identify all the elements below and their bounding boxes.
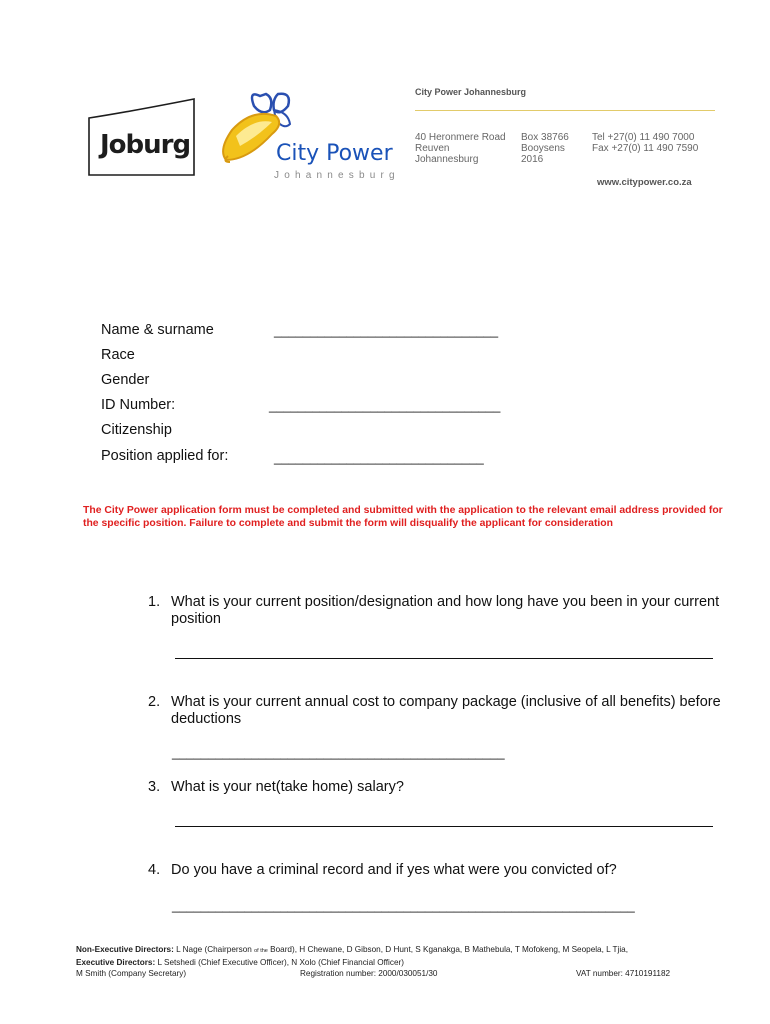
question-number: 1. (148, 594, 161, 610)
footer-registration: Registration number: 2000/030051/30 (300, 969, 438, 978)
address-line: 40 Heronmere Road (415, 132, 506, 143)
question-text: Do you have a criminal record and if yes what were you convicted of? (171, 862, 617, 878)
question-4 (148, 862, 728, 880)
footer (76, 944, 716, 979)
field-label-id-number: ID Number: (101, 397, 176, 413)
header-divider (415, 110, 715, 111)
question-1 (148, 594, 728, 630)
city-power-logo-text: City Power (276, 141, 393, 166)
submission-notice: The City Power application form must be completed and submitted with the application to the relevant email address provided for the specific position. Failure to complete and submit the form will disqualify the applicant for consideration (83, 505, 723, 529)
id-number-input-line[interactable]: ________________________________ (269, 398, 501, 413)
footer-secretary: M Smith (Company Secretary) (76, 969, 187, 978)
position-input-line[interactable]: _____________________________ (274, 450, 484, 465)
field-label-race: Race (101, 347, 135, 363)
field-label-position: Position applied for: (101, 448, 229, 464)
postal-line: 2016 (521, 154, 544, 165)
question-number: 3. (148, 779, 161, 795)
question-text: What is your current position/designation and how long have you been in your current position (171, 594, 720, 627)
footer-exec-names: L Setshedi (Chief Executive Officer), N Xolo (Chief Financial Officer) (157, 958, 404, 967)
answer-line-2[interactable]: ______________________________________________ (172, 745, 505, 760)
footer-nonexec-a: L Nage (Chairperson (176, 945, 252, 954)
joburg-logo: Joburg (100, 130, 191, 160)
field-label-name: Name & surname (101, 322, 214, 338)
field-label-citizenship: Citizenship (101, 422, 172, 438)
answer-line-4[interactable]: ________________________________________________________________ (172, 898, 635, 913)
footer-registration-line (76, 968, 716, 979)
field-label-gender: Gender (101, 372, 150, 388)
footer-nonexec-label: Non-Executive Directors: (76, 945, 174, 954)
question-text: What is your net(take home) salary? (171, 779, 404, 795)
website-link[interactable]: www.citypower.co.za (597, 177, 692, 188)
address-block (415, 132, 506, 165)
postal-line: Box 38766 (521, 132, 569, 143)
answer-line-3[interactable] (175, 826, 713, 827)
question-3 (148, 779, 728, 797)
contact-block (592, 132, 698, 154)
fax: Fax +27(0) 11 490 7590 (592, 143, 699, 154)
footer-nonexec-b: Board), H Chewane, D Gibson, D Hunt, S Kganakga, B Mathebula, T Mofokeng, M Seopela, L Tjia, (270, 945, 629, 954)
postal-block (521, 132, 569, 165)
question-number: 4. (148, 862, 161, 878)
footer-vat: VAT number: 4710191182 (576, 969, 671, 978)
question-text: What is your current annual cost to company package (inclusive of all benefits) before deductions (171, 694, 721, 727)
address-line: Johannesburg (415, 154, 479, 165)
city-power-logo-subtext: Johannesburg (274, 170, 400, 181)
footer-exec-line (76, 957, 716, 968)
postal-line: Booysens (521, 143, 565, 154)
name-input-line[interactable]: _______________________________ (274, 323, 499, 338)
question-2 (148, 694, 728, 730)
question-number: 2. (148, 694, 161, 710)
footer-nonexec-line (76, 944, 716, 957)
telephone: Tel +27(0) 11 490 7000 (592, 132, 695, 143)
footer-nonexec-of: of the (254, 948, 268, 954)
answer-line-1[interactable] (175, 658, 713, 659)
address-line: Reuven (415, 143, 450, 154)
company-name: City Power Johannesburg (415, 87, 527, 97)
footer-exec-label: Executive Directors: (76, 958, 156, 967)
